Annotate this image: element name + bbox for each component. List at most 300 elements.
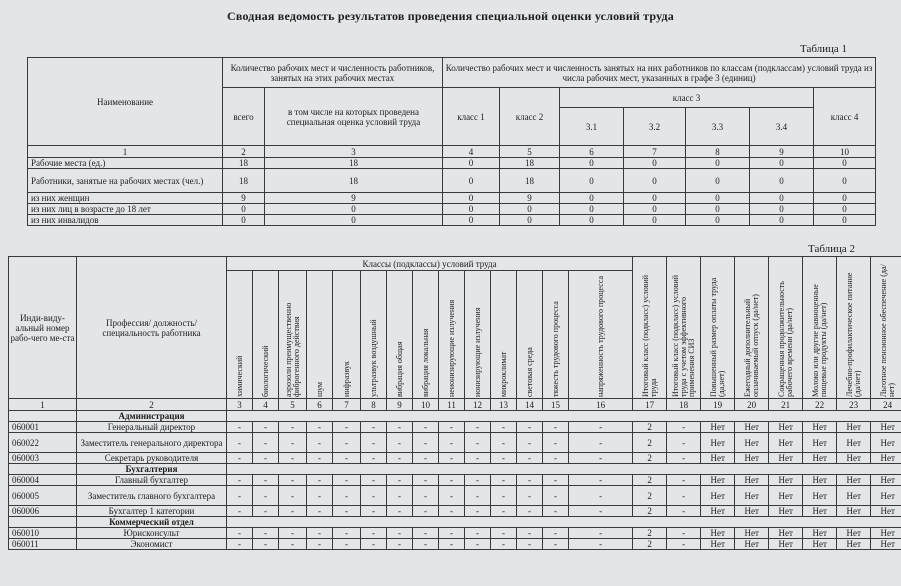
t2-benefit-cell: Нет (837, 486, 871, 506)
t2-factor-cell: - (333, 422, 361, 433)
t2-colnum: 10 (413, 399, 439, 411)
t1-row-name: Рабочие места (ед.) (28, 158, 223, 169)
t2-colnum: 7 (333, 399, 361, 411)
t2-factor-cell: - (361, 528, 387, 539)
t2-factor-cell: - (517, 539, 543, 550)
t2-section-name: Бухгалтерия (77, 464, 227, 475)
t2-final-class-siz: - (667, 506, 701, 517)
t2-benefit-cell: Нет (735, 539, 769, 550)
t2-benefit-cell: Нет (769, 528, 803, 539)
t2-factor-cell: - (465, 528, 491, 539)
t1-cell: 0 (443, 204, 500, 215)
t2-benefit-cell: Нет (769, 475, 803, 486)
t1-cell: 0 (560, 169, 624, 193)
t1-row-name: Работники, занятые на рабочих местах (чел.) (28, 169, 223, 193)
t2-factor-cell: - (333, 528, 361, 539)
t2-factor-cell: - (543, 453, 569, 464)
t2-header-factor-label: биологический (260, 344, 270, 397)
t2-factor-cell: - (279, 433, 307, 453)
t1-row (28, 215, 876, 226)
t2-header-extra-18 (667, 257, 701, 399)
t2-factor-cell: - (491, 539, 517, 550)
t2-factor-cell: - (333, 539, 361, 550)
t2-factor-cell: - (387, 486, 413, 506)
t2-benefit-cell: Нет (735, 453, 769, 464)
t2-workplace-id: 060022 (9, 433, 77, 453)
t2-workplace-prof: Экономист (77, 539, 227, 550)
t2-factor-cell: - (387, 539, 413, 550)
t2-header-factor-11 (439, 271, 465, 399)
t2-header-extra-17 (633, 257, 667, 399)
t2-header-extra-label: Сокращенная продолжительность рабочего времени (да/нет) (776, 280, 794, 397)
t2-factor-cell: - (279, 528, 307, 539)
t2-benefit-cell: Нет (803, 475, 837, 486)
t2-header-factor-label: напряженность трудового процесса (595, 275, 605, 397)
t2-factor-cell: - (413, 506, 439, 517)
t2-factor-cell: - (569, 528, 633, 539)
t2-section-fill (227, 464, 901, 475)
t2-benefit-cell: Нет (837, 433, 871, 453)
t2-factor-cell: - (333, 475, 361, 486)
t2-header-factor-12 (465, 271, 491, 399)
t2-factor-cell: - (465, 453, 491, 464)
t1-cell: 18 (223, 158, 265, 169)
t2-colnum: 2 (77, 399, 227, 411)
t2-section-row (9, 411, 901, 422)
t2-factor-cell: - (517, 486, 543, 506)
t2-header-id: Инди-виду-альный номер рабо-чего ме-ста (9, 257, 77, 399)
t1-header-sub-3.3: 3.3 (686, 108, 750, 146)
t1-cell: 0 (443, 169, 500, 193)
t2-header-factor-label: аэрозоли преимущественно фиброгенного действия (283, 302, 301, 397)
t2-factor-cell: - (543, 528, 569, 539)
t2-workplace-id: 060005 (9, 486, 77, 506)
t2-header-factor-14 (517, 271, 543, 399)
t2-benefit-cell: Нет (701, 486, 735, 506)
t2-factor-cell: - (465, 475, 491, 486)
t2-factor-cell: - (227, 453, 253, 464)
t1-colnum: 1 (28, 146, 223, 158)
t2-factor-cell: - (439, 486, 465, 506)
t2-factor-cell: - (387, 453, 413, 464)
t1-cell: 0 (686, 204, 750, 215)
t2-factor-cell: - (439, 506, 465, 517)
t1-cell: 0 (624, 169, 686, 193)
t2-benefit-cell: Нет (871, 539, 901, 550)
t2-header-extra-label: Лечебно-профилактическое питание (да/нет) (844, 272, 862, 397)
t2-colnum: 13 (491, 399, 517, 411)
t2-final-class: 2 (633, 528, 667, 539)
t2-colnum: 20 (735, 399, 769, 411)
t2-benefit-cell: Нет (837, 528, 871, 539)
t2-factor-cell: - (413, 528, 439, 539)
t2-factor-cell: - (569, 453, 633, 464)
t2-section-spacer (9, 411, 77, 422)
t2-colnum: 19 (701, 399, 735, 411)
t2-final-class: 2 (633, 506, 667, 517)
t2-final-class-siz: - (667, 453, 701, 464)
t2-factor-cell: - (491, 475, 517, 486)
t2-benefit-cell: Нет (769, 422, 803, 433)
t2-factor-cell: - (491, 453, 517, 464)
t2-header-factor-5 (279, 271, 307, 399)
t2-benefit-cell: Нет (837, 422, 871, 433)
t1-cell: 18 (500, 158, 560, 169)
t2-final-class: 2 (633, 433, 667, 453)
t2-factor-cell: - (227, 433, 253, 453)
t1-cell: 0 (443, 158, 500, 169)
t1-header-class2: класс 2 (500, 88, 560, 146)
t2-colnum: 9 (387, 399, 413, 411)
t1-cell: 0 (443, 215, 500, 226)
t2-final-class: 2 (633, 453, 667, 464)
t2-factor-cell: - (439, 422, 465, 433)
t1-cell: 0 (624, 193, 686, 204)
t1-cell: 0 (560, 204, 624, 215)
t2-header-factor-label: тяжесть трудового процесса (550, 300, 560, 397)
t2-factor-cell: - (333, 433, 361, 453)
t1-cell: 0 (814, 158, 876, 169)
t2-factor-cell: - (491, 422, 517, 433)
t2-benefit-cell: Нет (803, 506, 837, 517)
t2-factor-cell: - (253, 422, 279, 433)
t2-header-extra-19 (701, 257, 735, 399)
t2-factor-cell: - (279, 422, 307, 433)
t2-factor-cell: - (227, 486, 253, 506)
t2-factor-cell: - (253, 528, 279, 539)
t1-colnum: 6 (560, 146, 624, 158)
t2-benefit-cell: Нет (735, 433, 769, 453)
t2-final-class: 2 (633, 422, 667, 433)
t2-benefit-cell: Нет (837, 506, 871, 517)
t2-benefit-cell: Нет (701, 422, 735, 433)
t2-factor-cell: - (387, 475, 413, 486)
t2-factor-cell: - (361, 433, 387, 453)
t2-factor-cell: - (465, 539, 491, 550)
t2-factor-cell: - (253, 475, 279, 486)
t1-header-class4: класс 4 (814, 88, 876, 146)
t2-colnum: 12 (465, 399, 491, 411)
t2-final-class-siz: - (667, 486, 701, 506)
t2-header-factor-4 (253, 271, 279, 399)
t2-benefit-cell: Нет (871, 433, 901, 453)
t1-header-name: Наименование (28, 58, 223, 146)
t1-row-name: из них инвалидов (28, 215, 223, 226)
t2-final-class-siz: - (667, 433, 701, 453)
t2-header-extra-label: Итоговый класс (подкласс) условий труда с учетом эффективного применения СИЗ (670, 274, 696, 397)
t2-header-factor-15 (543, 271, 569, 399)
t1-cell: 0 (814, 193, 876, 204)
t2-benefit-cell: Нет (871, 486, 901, 506)
t2-factor-cell: - (491, 506, 517, 517)
t2-final-class-siz: - (667, 539, 701, 550)
t1-cell: 0 (814, 204, 876, 215)
t2-workplace-row (9, 528, 901, 539)
t2-workplace-id: 060010 (9, 528, 77, 539)
t2-workplace-row (9, 486, 901, 506)
t2-benefit-cell: Нет (701, 528, 735, 539)
t2-factor-cell: - (413, 486, 439, 506)
t2-factor-cell: - (253, 506, 279, 517)
t2-benefit-cell: Нет (769, 506, 803, 517)
t2-workplace-prof: Секретарь руководителя (77, 453, 227, 464)
t2-header-factor-13 (491, 271, 517, 399)
t2-factor-cell: - (569, 433, 633, 453)
t2-benefit-cell: Нет (735, 475, 769, 486)
t1-cell: 0 (686, 193, 750, 204)
t2-header-extra-24 (871, 257, 901, 399)
t2-factor-cell: - (569, 506, 633, 517)
t1-cell: 9 (500, 193, 560, 204)
t2-header-extra-22 (803, 257, 837, 399)
t2-header-factor-10 (413, 271, 439, 399)
t1-cell: 0 (750, 193, 814, 204)
t2-factor-cell: - (253, 453, 279, 464)
t2-factor-cell: - (279, 453, 307, 464)
t2-colnum: 22 (803, 399, 837, 411)
t1-header-count: Количество рабочих мест и численность работников, занятых на этих рабочих местах (223, 58, 443, 88)
t1-header-sub-3.1: 3.1 (560, 108, 624, 146)
t1-colnum: 4 (443, 146, 500, 158)
t2-factor-cell: - (543, 422, 569, 433)
t2-header-classes: Классы (подклассы) условий труда (227, 257, 633, 271)
t1-cell: 0 (750, 215, 814, 226)
t2-colnum: 5 (279, 399, 307, 411)
t1-cell: 0 (624, 204, 686, 215)
t2-factor-cell: - (543, 539, 569, 550)
t2-factor-cell: - (543, 506, 569, 517)
t1-cell: 0 (686, 215, 750, 226)
t2-section-fill (227, 517, 901, 528)
t1-header-sub-3.2: 3.2 (624, 108, 686, 146)
t2-benefit-cell: Нет (837, 453, 871, 464)
t1-cell: 18 (265, 158, 443, 169)
t2-section-name: Коммерческий отдел (77, 517, 227, 528)
t2-benefit-cell: Нет (735, 528, 769, 539)
t1-row-name: из них лиц в возрасте до 18 лет (28, 204, 223, 215)
t2-factor-cell: - (439, 453, 465, 464)
t1-row (28, 158, 876, 169)
t2-factor-cell: - (279, 506, 307, 517)
t2-workplace-prof: Заместитель главного бухгалтера (77, 486, 227, 506)
t2-header-extra-23 (837, 257, 871, 399)
t1-cell: 0 (500, 204, 560, 215)
t1-cell: 0 (624, 158, 686, 169)
t2-colnum: 24 (871, 399, 901, 411)
t1-cell: 0 (750, 169, 814, 193)
t1-cell: 18 (223, 169, 265, 193)
t2-factor-cell: - (413, 453, 439, 464)
t2-factor-cell: - (543, 486, 569, 506)
t2-section-row (9, 464, 901, 475)
t2-colnum: 3 (227, 399, 253, 411)
t2-benefit-cell: Нет (735, 506, 769, 517)
t2-factor-cell: - (387, 528, 413, 539)
t2-factor-cell: - (517, 475, 543, 486)
t2-benefit-cell: Нет (701, 453, 735, 464)
t2-workplace-prof: Бухгалтер 1 категории (77, 506, 227, 517)
t2-workplace-row (9, 422, 901, 433)
t2-factor-cell: - (569, 539, 633, 550)
t2-workplace-prof: Генеральный директор (77, 422, 227, 433)
t2-header-factor-label: вибрация локальная (420, 328, 430, 397)
t2-factor-cell: - (307, 528, 333, 539)
t2-factor-cell: - (517, 453, 543, 464)
t1-header-incl: в том числе на которых проведена специальная оценка условий труда (265, 88, 443, 146)
t1-row (28, 204, 876, 215)
t2-benefit-cell: Нет (803, 422, 837, 433)
t2-final-class: 2 (633, 539, 667, 550)
t1-colnum: 9 (750, 146, 814, 158)
t2-header-extra-label: Ежегодный дополнительный оплачиваемый отпуск (да/нет) (742, 293, 760, 397)
t2-workplace-id: 060006 (9, 506, 77, 517)
t2-factor-cell: - (465, 486, 491, 506)
t2-header-extra-20 (735, 257, 769, 399)
t2-factor-cell: - (387, 506, 413, 517)
t2-final-class: 2 (633, 486, 667, 506)
t2-factor-cell: - (387, 422, 413, 433)
t2-section-spacer (9, 464, 77, 475)
t2-factor-cell: - (227, 475, 253, 486)
t1-cell: 9 (265, 193, 443, 204)
t1-cell: 0 (223, 204, 265, 215)
t2-workplace-row (9, 539, 901, 550)
t2-factor-cell: - (569, 422, 633, 433)
t1-header-sub-3.4: 3.4 (750, 108, 814, 146)
t2-benefit-cell: Нет (837, 539, 871, 550)
t1-colnum: 3 (265, 146, 443, 158)
t2-factor-cell: - (543, 433, 569, 453)
t2-section-name: Администрация (77, 411, 227, 422)
t2-factor-cell: - (227, 506, 253, 517)
t2-final-class: 2 (633, 475, 667, 486)
t2-header-factor-6 (307, 271, 333, 399)
t1-row (28, 169, 876, 193)
t2-factor-cell: - (491, 528, 517, 539)
t2-benefit-cell: Нет (803, 453, 837, 464)
t2-header-factor-16 (569, 271, 633, 399)
t2-workplace-id: 060011 (9, 539, 77, 550)
t2-header-factor-label: шум (314, 381, 324, 397)
t2-header-extra-label: Льготное пенсионное обеспечение (да/нет) (878, 263, 896, 397)
t2-factor-cell: - (307, 539, 333, 550)
t2-factor-cell: - (491, 433, 517, 453)
t2-section-spacer (9, 517, 77, 528)
t2-factor-cell: - (413, 422, 439, 433)
t1-cell: 18 (500, 169, 560, 193)
table2-label: Таблица 2 (808, 243, 856, 255)
t1-cell: 0 (686, 169, 750, 193)
t1-colnum: 7 (624, 146, 686, 158)
t1-row-name: из них женщин (28, 193, 223, 204)
t2-colnum: 6 (307, 399, 333, 411)
t2-benefit-cell: Нет (769, 453, 803, 464)
t2-benefit-cell: Нет (701, 433, 735, 453)
t2-factor-cell: - (543, 475, 569, 486)
t2-benefit-cell: Нет (701, 539, 735, 550)
t2-factor-cell: - (361, 539, 387, 550)
t2-colnum: 4 (253, 399, 279, 411)
t2-benefit-cell: Нет (769, 433, 803, 453)
t2-benefit-cell: Нет (871, 528, 901, 539)
t2-factor-cell: - (253, 433, 279, 453)
t2-benefit-cell: Нет (871, 475, 901, 486)
t2-factor-cell: - (569, 486, 633, 506)
t2-workplace-row (9, 433, 901, 453)
t2-header-factor-label: химический (234, 355, 244, 397)
t1-cell: 0 (265, 215, 443, 226)
t2-final-class-siz: - (667, 528, 701, 539)
t2-header-extra-21 (769, 257, 803, 399)
t2-factor-cell: - (279, 539, 307, 550)
t1-cell: 9 (223, 193, 265, 204)
t1-colnum: 8 (686, 146, 750, 158)
t2-workplace-prof: Юрисконсульт (77, 528, 227, 539)
t2-factor-cell: - (387, 433, 413, 453)
t2-factor-cell: - (517, 528, 543, 539)
t1-cell: 0 (560, 215, 624, 226)
t2-factor-cell: - (413, 433, 439, 453)
t2-factor-cell: - (491, 486, 517, 506)
t2-factor-cell: - (307, 453, 333, 464)
t2-final-class-siz: - (667, 475, 701, 486)
t2-factor-cell: - (439, 528, 465, 539)
t2-factor-cell: - (227, 422, 253, 433)
t2-colnum: 14 (517, 399, 543, 411)
t2-factor-cell: - (227, 528, 253, 539)
t2-factor-cell: - (361, 475, 387, 486)
t2-header-factor-label: световая среда (524, 346, 534, 397)
t2-header-extra-label: Итоговый класс (подкласс) условий труда (640, 274, 658, 397)
t2-factor-cell: - (465, 506, 491, 517)
t2-factor-cell: - (307, 475, 333, 486)
t2-colnum: 1 (9, 399, 77, 411)
t2-factor-cell: - (279, 475, 307, 486)
t1-cell: 0 (624, 215, 686, 226)
t2-benefit-cell: Нет (803, 528, 837, 539)
t2-factor-cell: - (333, 486, 361, 506)
t2-factor-cell: - (307, 433, 333, 453)
t1-cell: 0 (265, 204, 443, 215)
t2-colnum: 17 (633, 399, 667, 411)
t1-colnum: 5 (500, 146, 560, 158)
t2-workplace-id: 060001 (9, 422, 77, 433)
t2-workplace-row (9, 506, 901, 517)
t2-factor-cell: - (361, 486, 387, 506)
t1-colnum: 2 (223, 146, 265, 158)
t1-cell: 18 (265, 169, 443, 193)
t2-factor-cell: - (361, 422, 387, 433)
t2-benefit-cell: Нет (769, 539, 803, 550)
t2-benefit-cell: Нет (701, 475, 735, 486)
t1-cell: 0 (500, 215, 560, 226)
t2-factor-cell: - (253, 539, 279, 550)
t2-colnum: 8 (361, 399, 387, 411)
t1-cell: 0 (814, 215, 876, 226)
t1-cell: 0 (560, 158, 624, 169)
t2-factor-cell: - (307, 422, 333, 433)
t2-factor-cell: - (465, 433, 491, 453)
t2-benefit-cell: Нет (871, 422, 901, 433)
t2-factor-cell: - (333, 506, 361, 517)
t2-header-prof: Профессия/ должность/ специальность работника (77, 257, 227, 399)
t2-factor-cell: - (439, 433, 465, 453)
t1-header-class1: класс 1 (443, 88, 500, 146)
t2-header-factor-7 (333, 271, 361, 399)
t2-colnum: 23 (837, 399, 871, 411)
t2-colnum: 16 (569, 399, 633, 411)
t2-header-factor-8 (361, 271, 387, 399)
